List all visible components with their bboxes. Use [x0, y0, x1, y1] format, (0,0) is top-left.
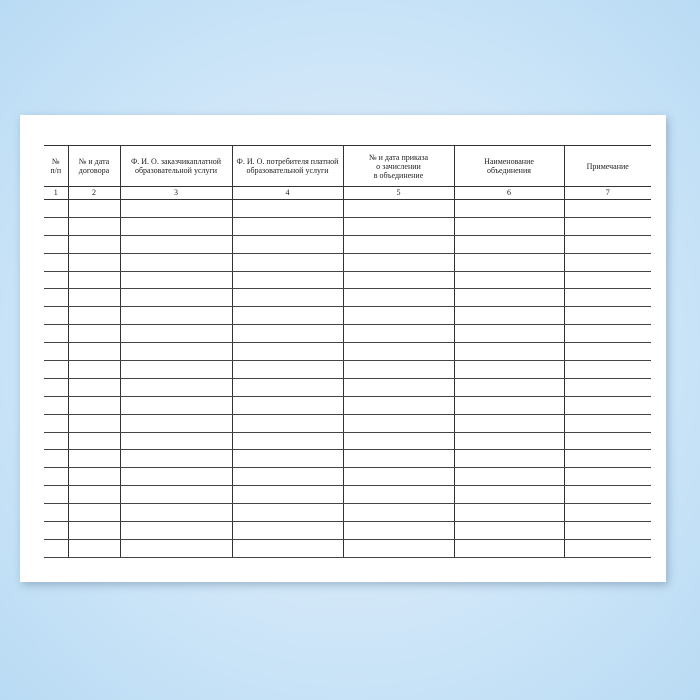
table-cell: [564, 504, 651, 522]
table-cell: [120, 253, 232, 271]
table-cell: [564, 378, 651, 396]
table-cell: [120, 200, 232, 218]
table-cell: [120, 432, 232, 450]
table-cell: [120, 522, 232, 540]
table-cell: [44, 396, 68, 414]
table-cell: [232, 200, 343, 218]
table-cell: [454, 432, 564, 450]
table-cell: [564, 539, 651, 557]
table-cell: [454, 307, 564, 325]
table-body: [44, 200, 651, 558]
header-consumer-name: Ф. И. О. потребителя платной образовательной услуги: [232, 146, 343, 187]
table-cell: [454, 504, 564, 522]
header-row-number: № п/п: [44, 146, 68, 187]
header-association-name: Наименование объединения: [454, 146, 564, 187]
table-cell: [454, 396, 564, 414]
table-cell: [232, 325, 343, 343]
table-cell: [68, 396, 120, 414]
table-row: [44, 307, 651, 325]
table-cell: [120, 486, 232, 504]
table-cell: [343, 539, 454, 557]
table-cell: [343, 200, 454, 218]
table-cell: [44, 289, 68, 307]
table-cell: [564, 468, 651, 486]
table-cell: [564, 325, 651, 343]
table-cell: [120, 414, 232, 432]
table-cell: [232, 271, 343, 289]
table-cell: [68, 450, 120, 468]
column-number: 7: [564, 187, 651, 200]
table-cell: [454, 200, 564, 218]
table-cell: [44, 522, 68, 540]
table-cell: [454, 378, 564, 396]
table-row: [44, 289, 651, 307]
table-cell: [564, 450, 651, 468]
table-cell: [454, 361, 564, 379]
table-cell: [120, 325, 232, 343]
table-cell: [564, 217, 651, 235]
table-cell: [232, 414, 343, 432]
table-cell: [120, 307, 232, 325]
table-cell: [68, 271, 120, 289]
table-cell: [232, 217, 343, 235]
table-cell: [232, 235, 343, 253]
table-row: [44, 325, 651, 343]
table-cell: [232, 432, 343, 450]
table-cell: [564, 271, 651, 289]
table-cell: [343, 307, 454, 325]
table-row: [44, 200, 651, 218]
table-cell: [68, 486, 120, 504]
table-cell: [454, 539, 564, 557]
table-cell: [120, 378, 232, 396]
table-cell: [564, 396, 651, 414]
table-cell: [564, 200, 651, 218]
table-row: [44, 522, 651, 540]
table-cell: [44, 235, 68, 253]
header-customer-name: Ф. И. О. заказчикаплатной образовательной услуги: [120, 146, 232, 187]
table-cell: [564, 522, 651, 540]
table-cell: [68, 432, 120, 450]
header-note: Примечание: [564, 146, 651, 187]
table-cell: [44, 271, 68, 289]
table-row: [44, 468, 651, 486]
table-cell: [120, 468, 232, 486]
table-cell: [564, 343, 651, 361]
table-cell: [68, 522, 120, 540]
table-cell: [68, 378, 120, 396]
table-cell: [68, 343, 120, 361]
table-cell: [44, 253, 68, 271]
table-cell: [44, 432, 68, 450]
table-cell: [564, 361, 651, 379]
table-cell: [454, 235, 564, 253]
table-cell: [343, 343, 454, 361]
table-cell: [454, 325, 564, 343]
table-row: [44, 343, 651, 361]
table-cell: [68, 253, 120, 271]
table-cell: [343, 414, 454, 432]
table-cell: [120, 504, 232, 522]
table-cell: [564, 486, 651, 504]
table-cell: [343, 486, 454, 504]
table-cell: [68, 200, 120, 218]
table-cell: [454, 486, 564, 504]
table-cell: [120, 289, 232, 307]
table-cell: [454, 468, 564, 486]
table-cell: [68, 504, 120, 522]
table-cell: [232, 468, 343, 486]
table-cell: [232, 522, 343, 540]
table-cell: [454, 522, 564, 540]
table-cell: [232, 539, 343, 557]
journal-sheet: [20, 115, 666, 582]
table-cell: [564, 289, 651, 307]
table-cell: [454, 289, 564, 307]
table-cell: [232, 378, 343, 396]
table-row: [44, 361, 651, 379]
table-row: [44, 539, 651, 557]
table-cell: [68, 235, 120, 253]
table-cell: [120, 450, 232, 468]
table-row: [44, 432, 651, 450]
table-cell: [44, 486, 68, 504]
table-cell: [44, 307, 68, 325]
table-cell: [68, 307, 120, 325]
table-cell: [232, 343, 343, 361]
table-cell: [120, 343, 232, 361]
table-cell: [232, 450, 343, 468]
table-cell: [68, 361, 120, 379]
table-cell: [44, 200, 68, 218]
table-cell: [454, 414, 564, 432]
table-cell: [454, 253, 564, 271]
table-cell: [44, 414, 68, 432]
table-row: [44, 378, 651, 396]
table-cell: [120, 361, 232, 379]
table-cell: [68, 217, 120, 235]
column-number-row: [44, 187, 651, 200]
table-cell: [343, 271, 454, 289]
column-number: 5: [343, 187, 454, 200]
table-cell: [343, 468, 454, 486]
table-cell: [68, 414, 120, 432]
table-row: [44, 217, 651, 235]
table-cell: [343, 522, 454, 540]
table-row: [44, 486, 651, 504]
table-cell: [343, 432, 454, 450]
table-cell: [564, 307, 651, 325]
table-cell: [44, 539, 68, 557]
table-cell: [44, 325, 68, 343]
table-cell: [44, 343, 68, 361]
table-cell: [564, 432, 651, 450]
table-cell: [343, 450, 454, 468]
table-cell: [44, 504, 68, 522]
column-number: 3: [120, 187, 232, 200]
table-row: [44, 414, 651, 432]
table-cell: [454, 450, 564, 468]
table-header-row: [44, 146, 651, 187]
table-cell: [120, 539, 232, 557]
table-cell: [44, 361, 68, 379]
registration-table: [44, 145, 651, 558]
table-cell: [68, 539, 120, 557]
table-cell: [343, 361, 454, 379]
table-cell: [44, 217, 68, 235]
table-cell: [343, 325, 454, 343]
table-cell: [454, 271, 564, 289]
table-cell: [343, 235, 454, 253]
table-cell: [120, 235, 232, 253]
table-cell: [44, 468, 68, 486]
column-number: 4: [232, 187, 343, 200]
column-number: 2: [68, 187, 120, 200]
table-cell: [454, 343, 564, 361]
table-cell: [68, 289, 120, 307]
table-cell: [232, 307, 343, 325]
table-row: [44, 396, 651, 414]
table-cell: [232, 486, 343, 504]
table-cell: [564, 235, 651, 253]
table-cell: [44, 378, 68, 396]
table-cell: [343, 504, 454, 522]
table-cell: [343, 378, 454, 396]
table-cell: [120, 217, 232, 235]
table-cell: [454, 217, 564, 235]
table-row: [44, 235, 651, 253]
table-cell: [343, 289, 454, 307]
header-enrollment-order: № и дата приказа о зачислении в объединение: [343, 146, 454, 187]
column-number: 6: [454, 187, 564, 200]
table-cell: [120, 271, 232, 289]
table-row: [44, 504, 651, 522]
table-cell: [343, 253, 454, 271]
table-row: [44, 271, 651, 289]
column-number: 1: [44, 187, 68, 200]
table-cell: [68, 325, 120, 343]
header-contract: № и дата договора: [68, 146, 120, 187]
table-cell: [564, 414, 651, 432]
table-cell: [232, 289, 343, 307]
table-cell: [564, 253, 651, 271]
table-cell: [343, 217, 454, 235]
table-cell: [232, 253, 343, 271]
table-cell: [44, 450, 68, 468]
table-row: [44, 253, 651, 271]
table-cell: [232, 361, 343, 379]
table-cell: [68, 468, 120, 486]
table-cell: [120, 396, 232, 414]
table-cell: [343, 396, 454, 414]
table-cell: [232, 504, 343, 522]
table-cell: [232, 396, 343, 414]
table-row: [44, 450, 651, 468]
